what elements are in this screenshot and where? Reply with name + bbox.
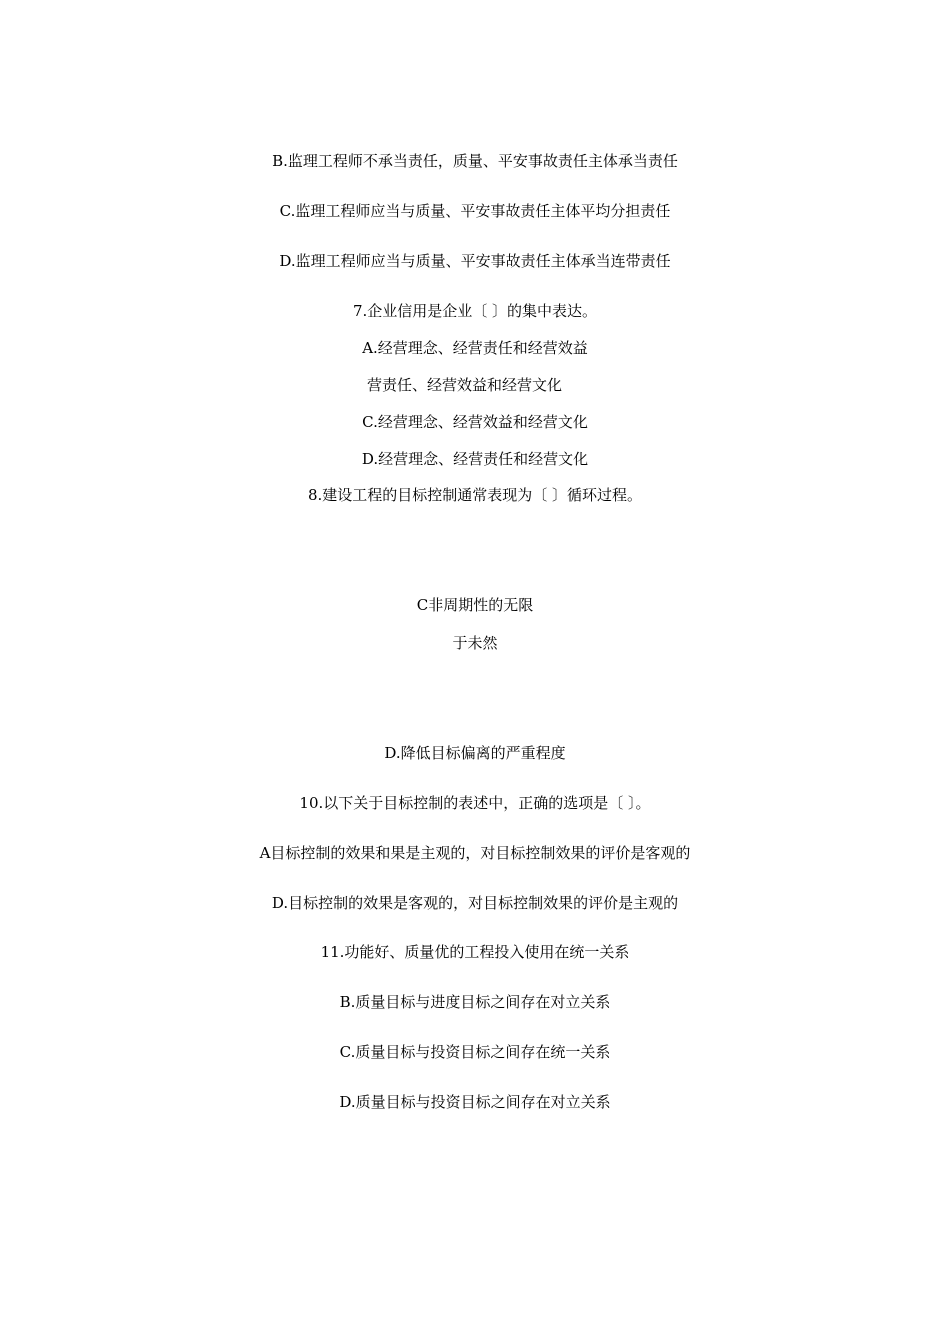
question-7: 7.企业信用是企业〔 〕的集中表达。	[352, 302, 598, 320]
question-9-option-d: D.降低目标偏离的严重程度	[384, 744, 566, 762]
question-8-option-c: C非周期性的无限	[416, 596, 534, 614]
question-10-option-d: D.目标控制的效果是客观的，对目标控制效果的评价是主观的	[271, 894, 679, 912]
question-7-option-b-fragment: 营责任、经营效益和经营文化	[367, 376, 563, 394]
question-10: 10.以下关于目标控制的表述中，正确的选项是〔 〕。	[299, 794, 651, 812]
question-10-option-a: A目标控制的效果和果是主观的，对目标控制效果的评价是客观的	[259, 844, 691, 862]
question-11-option-c: C.质量目标与投资目标之间存在统一关系	[339, 1043, 611, 1061]
question-11-option-b: B.质量目标与进度目标之间存在对立关系	[339, 993, 611, 1011]
option-d-supervisor-joint-liability: D.监理工程师应当与质量、平安事故责任主体承当连带责任	[279, 252, 671, 270]
question-7-option-d: D.经营理念、经营责任和经营文化	[361, 450, 589, 468]
question-11: 11.功能好、质量优的工程投入使用在统一关系	[320, 943, 630, 961]
option-c-supervisor-share-liability: C.监理工程师应当与质量、平安事故责任主体平均分担责任	[279, 202, 671, 220]
question-11-option-d: D.质量目标与投资目标之间存在对立关系	[339, 1093, 611, 1111]
question-7-option-a: A.经营理念、经营责任和经营效益	[362, 339, 588, 357]
question-7-option-c: C.经营理念、经营效益和经营文化	[362, 413, 588, 431]
question-9-fragment: 于未然	[452, 634, 498, 652]
option-b-supervisor-no-liability: B.监理工程师不承当责任，质量、平安事故责任主体承当责任	[272, 152, 678, 170]
question-8: 8.建设工程的目标控制通常表现为〔 〕循环过程。	[307, 486, 643, 504]
